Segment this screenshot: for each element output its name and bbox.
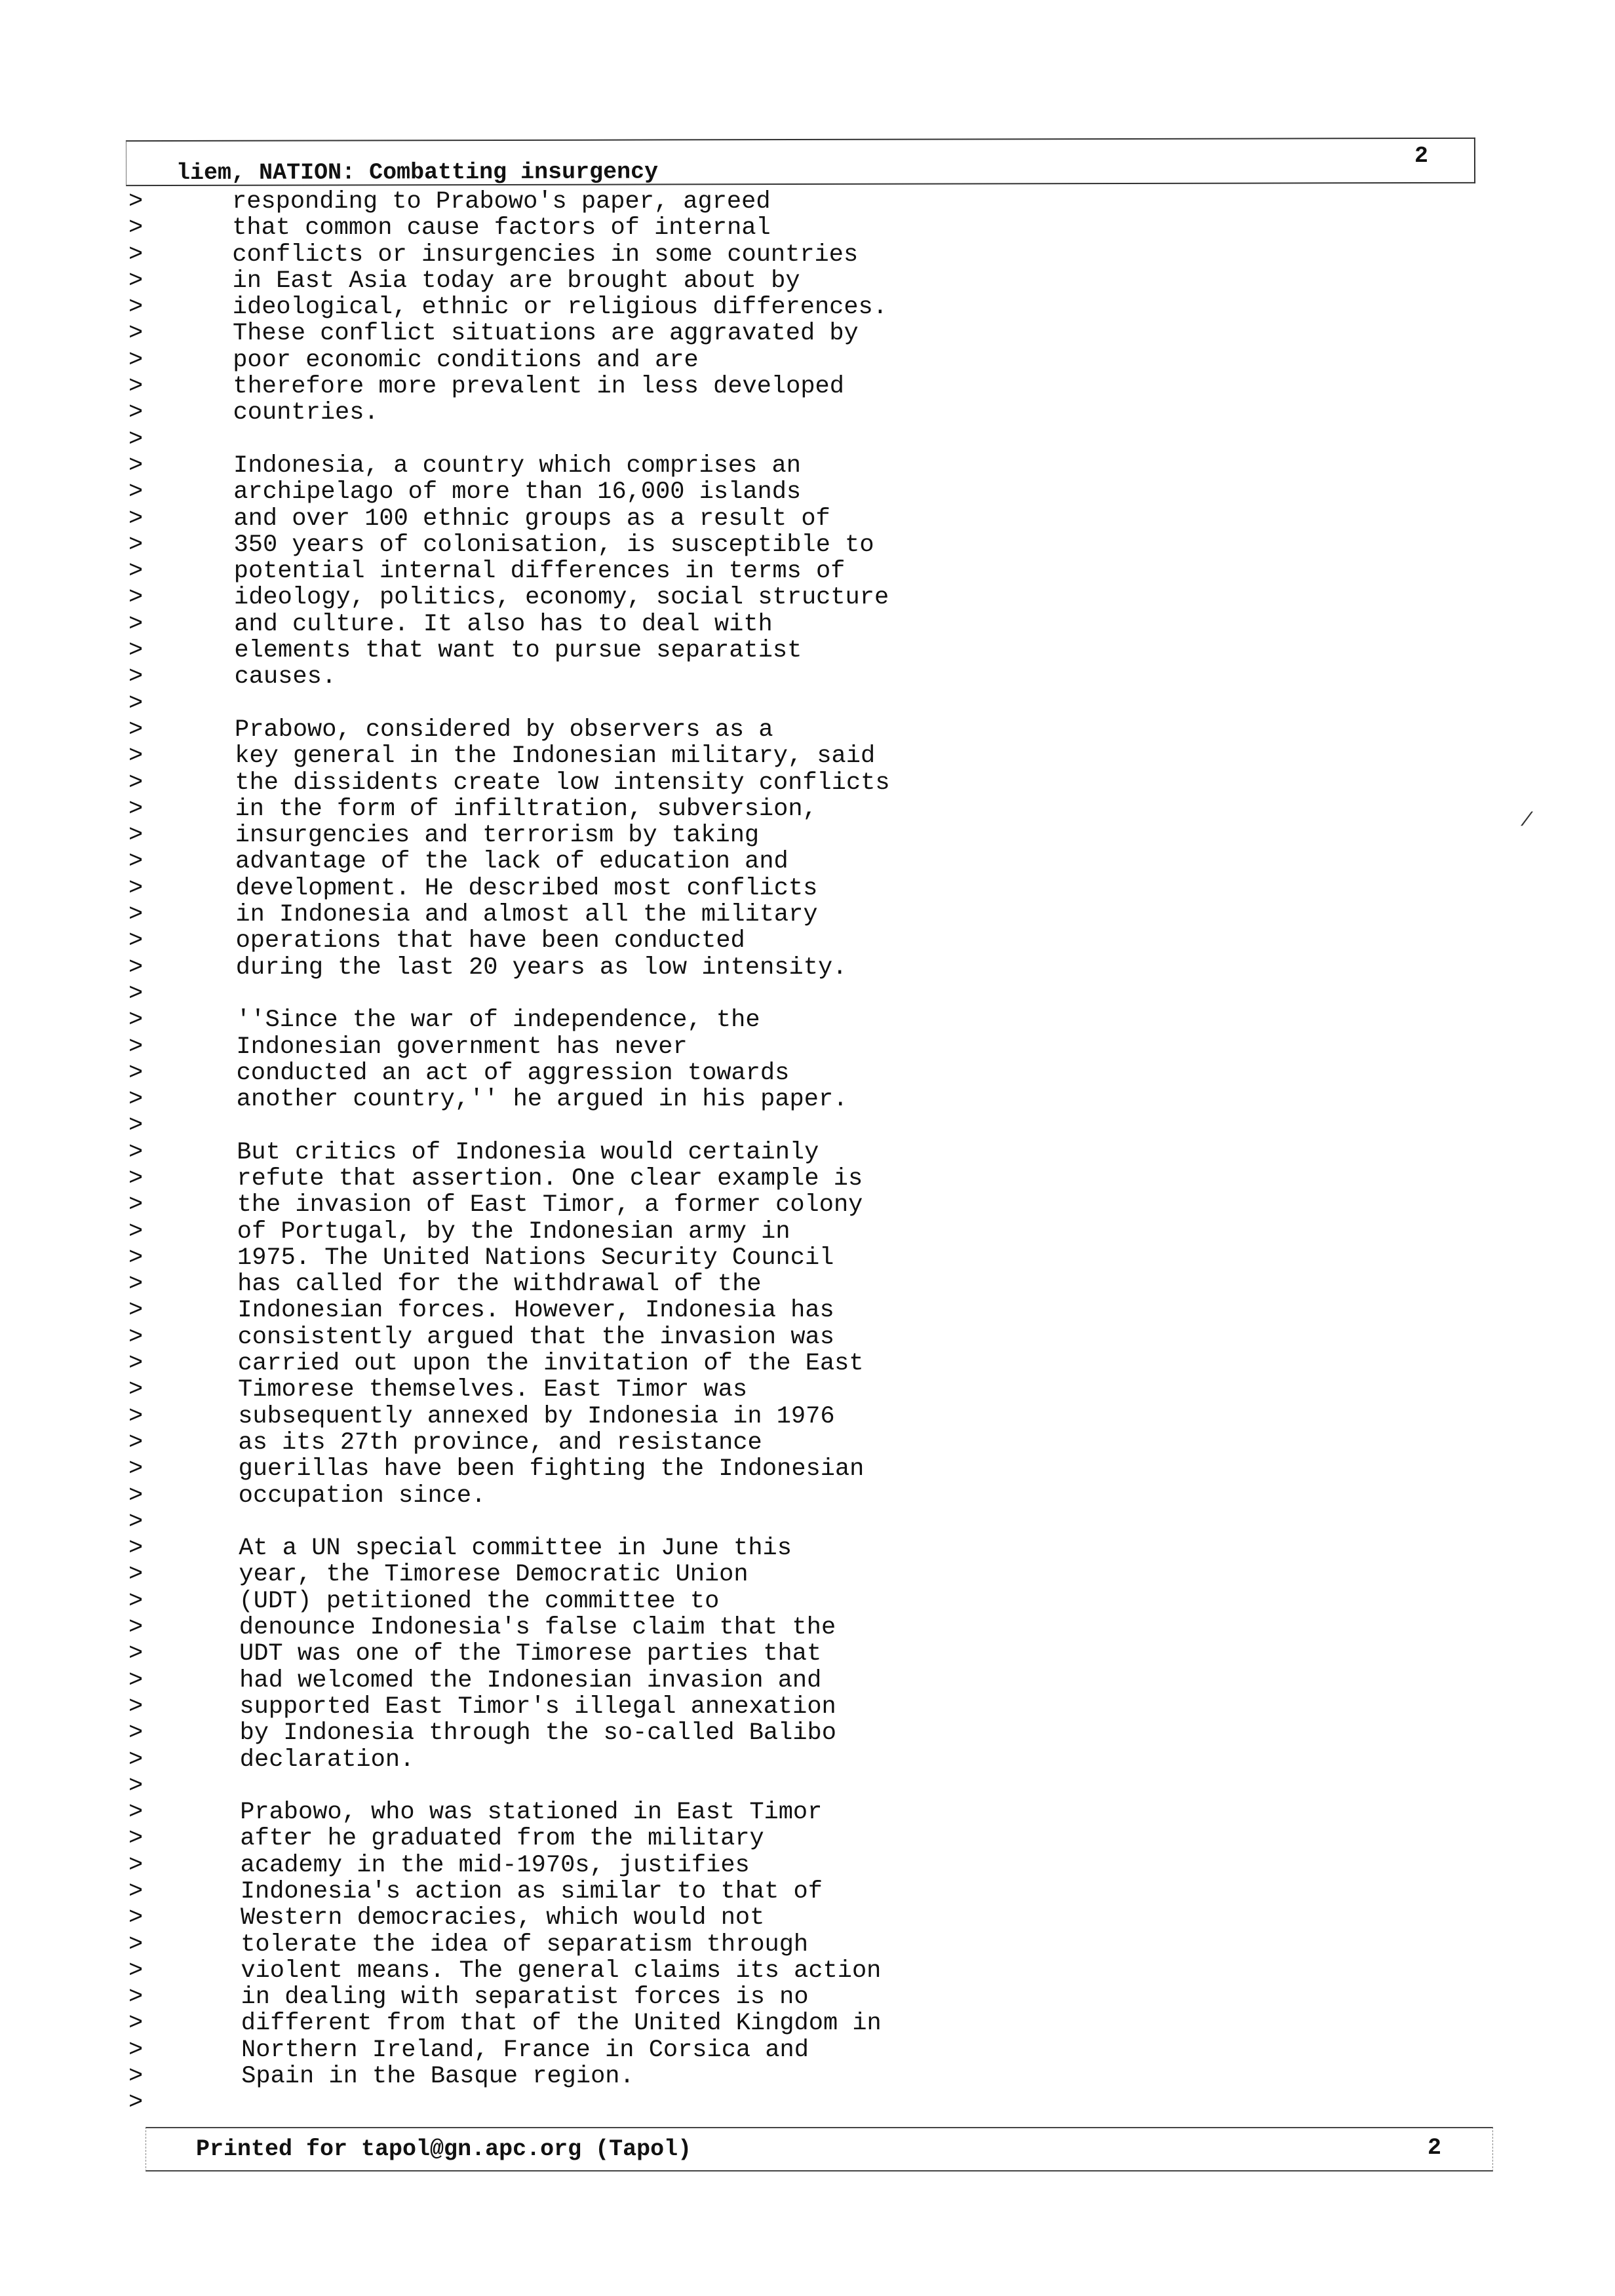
line-text: countries. <box>233 399 379 427</box>
quote-marker: > <box>128 901 144 929</box>
line-text: Indonesia, a country which comprises an <box>233 451 801 480</box>
quote-marker: > <box>128 2089 144 2117</box>
quote-marker: > <box>128 1904 144 1932</box>
line-text: 1975. The United Nations Security Council <box>237 1244 834 1272</box>
line-text: Prabowo, who was stationed in East Timor <box>240 1799 823 1827</box>
line-text: UDT was one of the Timorese parties that <box>239 1640 822 1668</box>
quote-marker: > <box>128 1402 144 1430</box>
quote-marker: > <box>128 689 144 718</box>
quote-marker: > <box>128 1428 144 1457</box>
line-text: of Portugal, by the Indonesian army in <box>237 1217 790 1246</box>
quote-marker: > <box>128 1112 144 1140</box>
quote-marker: > <box>128 1561 144 1589</box>
quote-marker: > <box>128 320 144 348</box>
line-text: and over 100 ethnic groups as a result of <box>233 505 830 533</box>
line-text: conducted an act of aggression towards <box>236 1059 790 1087</box>
quote-marker: > <box>128 1983 144 2012</box>
line-text: supported East Timor's illegal annexation <box>239 1693 836 1721</box>
quote-marker: > <box>128 1033 144 1061</box>
quote-marker: > <box>128 1535 144 1563</box>
line-text: year, the Timorese Democratic Union <box>239 1561 749 1589</box>
quote-marker: > <box>128 1059 144 1087</box>
line-text: operations that have been conducted <box>235 927 745 955</box>
line-text: elements that want to pursue separatist <box>234 637 802 665</box>
line-text: carried out upon the invitation of the East <box>237 1350 864 1378</box>
line-text: has called for the withdrawal of the <box>237 1271 762 1299</box>
line-text: At a UN special committee in June this <box>239 1535 792 1563</box>
line-text: Timorese themselves. East Timor was <box>238 1376 748 1404</box>
line-text: (UDT) petitioned the committee to <box>239 1587 720 1615</box>
quote-marker: > <box>128 610 144 638</box>
quote-marker: > <box>128 874 144 902</box>
line-text: therefore more prevalent in less developed <box>233 373 844 401</box>
quote-marker: > <box>128 2010 144 2038</box>
line-text: in the form of infiltration, subversion, <box>235 795 817 823</box>
quote-marker: > <box>128 1825 144 1853</box>
line-text: These conflict situations are aggravated by <box>233 320 859 348</box>
line-text: Indonesia's action as similar to that of <box>240 1878 823 1905</box>
footer-printed-for: Printed for tapol@gn.apc.org (Tapol) <box>196 2136 692 2162</box>
line-text: denounce Indonesia's false claim that the <box>239 1614 836 1642</box>
line-text: ''Since the war of independence, the <box>236 1006 760 1035</box>
quote-marker: > <box>128 267 144 295</box>
quote-marker: > <box>128 531 144 559</box>
line-text: advantage of the lack of education and <box>235 848 788 876</box>
line-text: responding to Prabowo's paper, agreed <box>232 188 771 216</box>
quote-marker: > <box>128 1244 144 1272</box>
quote-marker: > <box>128 1323 144 1351</box>
quote-marker: > <box>128 584 144 612</box>
line-text: had welcomed the Indonesian invasion and <box>239 1666 822 1694</box>
line-text: the dissidents create low intensity conflicts <box>235 769 890 797</box>
quote-marker: > <box>128 294 144 322</box>
line-text: conflicts or insurgencies in some countries <box>232 240 859 269</box>
quote-marker: > <box>128 1297 144 1325</box>
page-header <box>126 138 1475 186</box>
quote-marker: > <box>128 2063 144 2091</box>
quote-marker: > <box>128 1587 144 1615</box>
quote-marker: > <box>128 980 144 1008</box>
quote-marker: > <box>128 1086 144 1114</box>
quote-marker: > <box>128 1878 144 1905</box>
quote-marker: > <box>128 1666 144 1694</box>
quote-marker: > <box>128 1640 144 1668</box>
line-text: Indonesian forces. However, Indonesia has <box>237 1297 834 1325</box>
line-text: Prabowo, considered by observers as a <box>235 716 773 744</box>
line-text: Western democracies, which would not <box>241 1904 765 1932</box>
line-text: violent means. The general claims its action <box>241 1957 882 1985</box>
line-text: by Indonesia through the so-called Balibo <box>239 1719 836 1748</box>
quote-marker: > <box>128 663 144 691</box>
quote-marker: > <box>128 927 144 955</box>
line-text: in dealing with separatist forces is no <box>241 1983 809 2012</box>
line-text: occupation since. <box>238 1482 486 1510</box>
quote-marker: > <box>128 451 144 480</box>
line-text: poor economic conditions and are <box>233 346 699 374</box>
quote-marker: > <box>128 1271 144 1299</box>
quote-marker: > <box>128 214 144 242</box>
quote-marker: > <box>128 1164 144 1193</box>
line-text: the invasion of East Timor, a former colony <box>237 1191 863 1219</box>
quote-marker: > <box>128 716 144 744</box>
header-page-number: 2 <box>1414 142 1429 170</box>
quote-marker: > <box>128 1851 144 1879</box>
line-text: development. He described most conflicts <box>235 874 818 902</box>
line-text: as its 27th province, and resistance <box>238 1428 762 1457</box>
line-text: 350 years of colonisation, is susceptible to <box>233 531 874 559</box>
line-text: during the last 20 years as low intensity. <box>235 953 847 982</box>
line-text: different from that of the United Kingdom in <box>241 2010 882 2038</box>
line-text: refute that assertion. One clear example is <box>237 1164 863 1193</box>
quote-marker: > <box>128 769 144 797</box>
quote-marker: > <box>128 1350 144 1378</box>
header-title: liem, NATION: Combatting insurgency <box>176 159 659 186</box>
quote-marker: > <box>128 637 144 665</box>
quote-marker: > <box>128 742 144 771</box>
line-text: that common cause factors of internal <box>232 214 771 242</box>
line-text: in Indonesia and almost all the military <box>235 901 818 929</box>
quote-marker: > <box>128 373 144 401</box>
line-text: But critics of Indonesia would certainly <box>237 1138 819 1166</box>
page-footer <box>146 2127 1493 2172</box>
quote-marker: > <box>128 1746 144 1774</box>
quote-marker: > <box>128 1217 144 1246</box>
footer-page-number: 2 <box>1427 2135 1441 2161</box>
line-text: Indonesian government has never <box>236 1033 688 1061</box>
quote-marker: > <box>128 240 144 269</box>
line-text: causes. <box>234 663 337 691</box>
quote-marker: > <box>128 1376 144 1404</box>
quote-marker: > <box>128 1614 144 1642</box>
line-text: academy in the mid-1970s, justifies <box>240 1851 750 1879</box>
line-text: and culture. It also has to deal with <box>234 610 773 638</box>
quote-marker: > <box>128 1006 144 1035</box>
line-text: key general in the Indonesian military, said <box>235 742 876 771</box>
quote-marker: > <box>128 478 144 507</box>
line-text: archipelago of more than 16,000 islands <box>233 478 802 507</box>
line-text: Northern Ireland, France in Corsica and <box>241 2036 809 2064</box>
quote-marker: > <box>128 505 144 533</box>
quote-marker: > <box>128 795 144 823</box>
quote-marker: > <box>128 558 144 586</box>
quote-marker: > <box>128 1693 144 1721</box>
quote-marker: > <box>128 822 144 850</box>
line-text: tolerate the idea of separatism through <box>241 1930 809 1959</box>
line-text: ideological, ethnic or religious differences. <box>232 294 887 322</box>
quote-marker: > <box>128 1799 144 1827</box>
quote-marker: > <box>128 1482 144 1510</box>
quote-marker: > <box>128 1957 144 1985</box>
line-text: declaration. <box>239 1746 415 1774</box>
quote-marker: > <box>128 953 144 982</box>
quote-marker: > <box>128 1191 144 1219</box>
quote-marker: > <box>128 399 144 427</box>
quote-marker: > <box>128 1138 144 1166</box>
line-text: insurgencies and terrorism by taking <box>235 822 760 850</box>
quote-marker: > <box>128 1930 144 1959</box>
quote-marker: > <box>128 425 144 453</box>
line-text: in East Asia today are brought about by <box>232 267 800 295</box>
quote-marker: > <box>128 188 144 216</box>
line-text: subsequently annexed by Indonesia in 1976 <box>238 1402 835 1430</box>
line-text: guerillas have been fighting the Indonesian <box>238 1455 865 1483</box>
quote-marker: > <box>128 1455 144 1483</box>
line-text: ideology, politics, economy, social structure <box>234 584 889 612</box>
line-text: consistently argued that the invasion was <box>237 1323 834 1351</box>
line-text: Spain in the Basque region. <box>241 2063 634 2091</box>
quote-marker: > <box>128 1508 144 1536</box>
quote-marker: > <box>128 1772 144 1800</box>
line-text: potential internal differences in terms of <box>233 558 846 586</box>
quote-marker: > <box>128 2036 144 2064</box>
quote-marker: > <box>128 1719 144 1748</box>
quote-marker: > <box>128 346 144 374</box>
line-text: after he graduated from the military <box>240 1825 764 1853</box>
line-text: another country,'' he argued in his paper. <box>236 1086 848 1114</box>
quote-marker: > <box>128 848 144 876</box>
stray-pen-mark: / <box>1521 810 1533 832</box>
